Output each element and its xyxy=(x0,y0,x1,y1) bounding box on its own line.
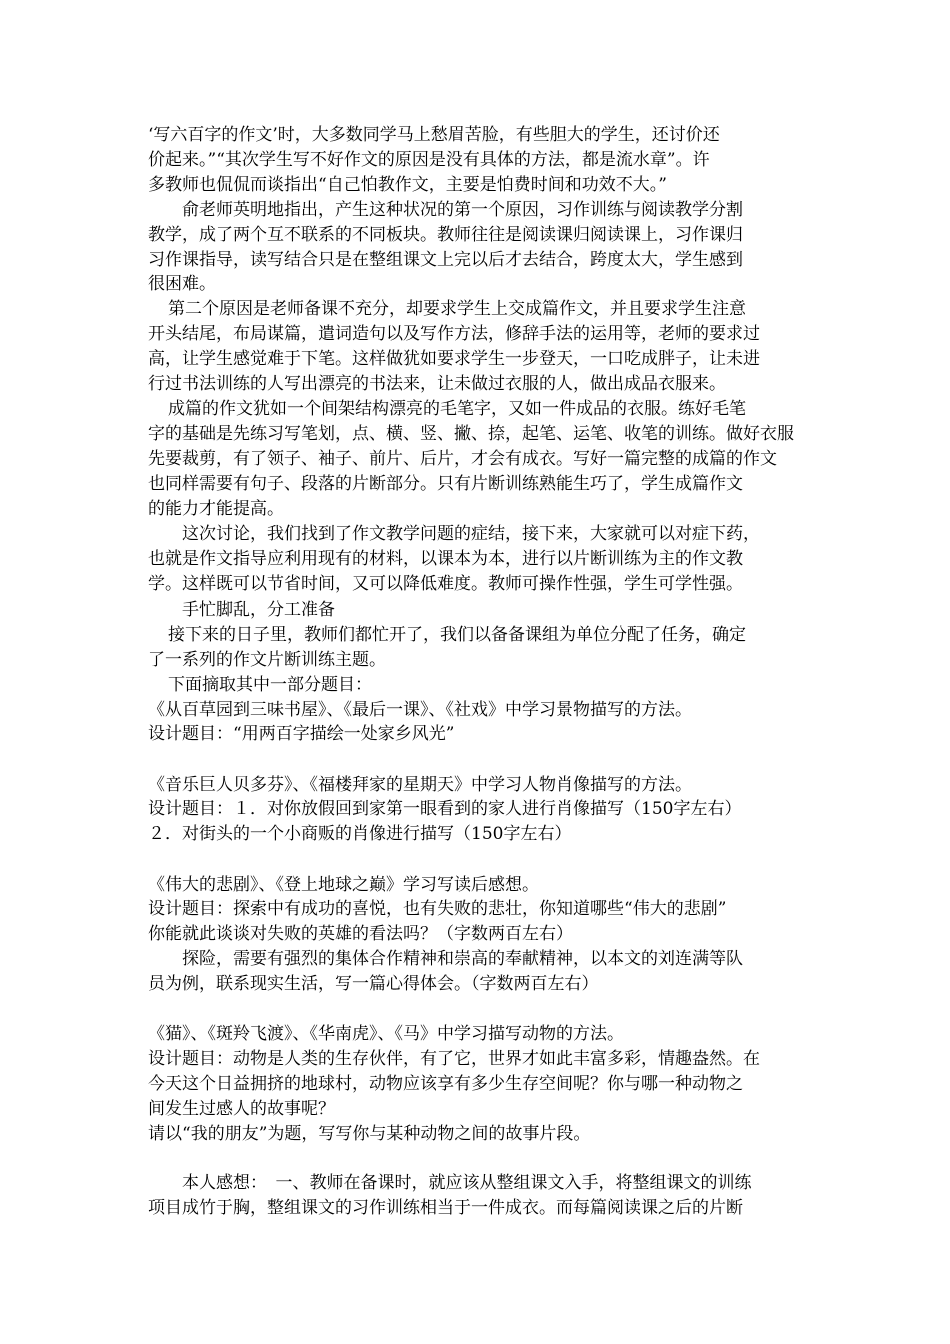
section-heading: 手忙脚乱，分工准备 xyxy=(182,600,335,620)
text-line: 《音乐巨人贝多芬》、《福楼拜家的星期天》中学习人物肖像描写的方法。 xyxy=(148,775,692,795)
text-line: 高，让学生感觉难于下笔。这样做犹如要求学生一步登天，一口吃成胖子，让未进 xyxy=(148,349,760,369)
text-line: 《猫》、《斑羚飞渡》、《华南虎》、《马》中学习描写动物的方法。 xyxy=(148,1024,624,1044)
text-line: 《从百草园到三味书屋》、《最后一课》、《社戏》中学习景物描写的方法。 xyxy=(148,700,692,720)
text-line: ２．对街头的一个小商贩的肖像进行描写（150字左右） xyxy=(148,824,572,844)
text-line: 今天这个日益拥挤的地球村，动物应该享有多少生存空间呢？你与哪一种动物之 xyxy=(148,1074,743,1094)
text-line: 开头结尾，布局谋篇，遣词造句以及写作方法，修辞手法的运用等，老师的要求过 xyxy=(148,324,760,344)
text-line: 《伟大的悲剧》、《登上地球之巅》学习写读后感想。 xyxy=(148,875,539,895)
text-line: 俞老师英明地指出，产生这种状况的第一个原因，习作训练与阅读教学分割 xyxy=(182,200,743,220)
text-line: 的能力才能提高。 xyxy=(148,499,284,519)
text-line: 项目成竹于胸，整组课文的习作训练相当于一件成衣。而每篇阅读课之后的片断 xyxy=(148,1198,743,1218)
text-line: 多教师也侃侃而谈指出“自己怕教作文，主要是怕费时间和功效不大。” xyxy=(148,175,667,195)
text-line: 教学，成了两个互不联系的不同板块。教师往往是阅读课归阅读课上，习作课归 xyxy=(148,225,743,245)
text-line: 习作课指导，读写结合只是在整组课文上完以后才去结合，跨度太大，学生感到 xyxy=(148,250,743,270)
text-line: 设计题目：１．对你放假回到家第一眼看到的家人进行肖像描写（150字左右） xyxy=(148,799,742,819)
text-line: 行过书法训练的人写出漂亮的书法来，让未做过衣服的人，做出成品衣服来。 xyxy=(148,374,726,394)
text-line: 设计题目：动物是人类的生存伙伴，有了它，世界才如此丰富多彩，情趣盎然。在 xyxy=(148,1049,760,1069)
text-line: 学。这样既可以节省时间，又可以降低难度。教师可操作性强，学生可学性强。 xyxy=(148,574,743,594)
text-line: 你能就此谈谈对失败的英雄的看法吗？（字数两百左右） xyxy=(148,924,573,944)
text-line: 先要裁剪，有了领子、袖子、前片、后片，才会有成衣。写好一篇完整的成篇的作文 xyxy=(148,449,777,469)
text-line: 请以“我的朋友”为题，写写你与某种动物之间的故事片段。 xyxy=(148,1124,591,1144)
text-line: 也同样需要有句子、段落的片断部分。只有片断训练熟能生巧了，学生成篇作文 xyxy=(148,474,743,494)
text-line: ‘写六百字的作文’时，大多数同学马上愁眉苦脸，有些胆大的学生，还讨价还 xyxy=(148,125,720,145)
text-line: 接下来的日子里，教师们都忙开了，我们以备备课组为单位分配了任务，确定 xyxy=(168,625,746,645)
text-line: 第二个原因是老师备课不充分，却要求学生上交成篇作文，并且要求学生注意 xyxy=(168,299,746,319)
text-line: 设计题目：“用两百字描绘一处家乡风光” xyxy=(148,724,455,744)
text-line: 很困难。 xyxy=(148,274,216,294)
text-line: 也就是作文指导应利用现有的材料，以课本为本，进行以片断训练为主的作文教 xyxy=(148,549,743,569)
text-line: 本人感想： 一、教师在备课时，就应该从整组课文入手，将整组课文的训练 xyxy=(182,1173,752,1193)
text-line: 价起来。”“其次学生写不好作文的原因是没有具体的方法，都是流水章”。许 xyxy=(148,150,710,170)
text-line: 字的基础是先练习写笔划，点、横、竖、撇、捺，起笔、运笔、收笔的训练。做好衣服 xyxy=(148,424,794,444)
text-line: 员为例，联系现实生活，写一篇心得体会。（字数两百左右） xyxy=(148,974,599,994)
text-line: 了一系列的作文片断训练主题。 xyxy=(148,650,386,670)
text-line: 设计题目：探索中有成功的喜悦，也有失败的悲壮，你知道哪些“伟大的悲剧” xyxy=(148,899,727,919)
text-line: 下面摘取其中一部分题目： xyxy=(168,675,372,695)
text-line: 探险，需要有强烈的集体合作精神和崇高的奉献精神，以本文的刘连满等队 xyxy=(182,949,743,969)
text-line: 这次讨论，我们找到了作文教学问题的症结，接下来，大家就可以对症下药， xyxy=(182,524,760,544)
text-line: 成篇的作文犹如一个间架结构漂亮的毛笔字，又如一件成品的衣服。练好毛笔 xyxy=(168,399,746,419)
text-line: 间发生过感人的故事呢？ xyxy=(148,1099,335,1119)
